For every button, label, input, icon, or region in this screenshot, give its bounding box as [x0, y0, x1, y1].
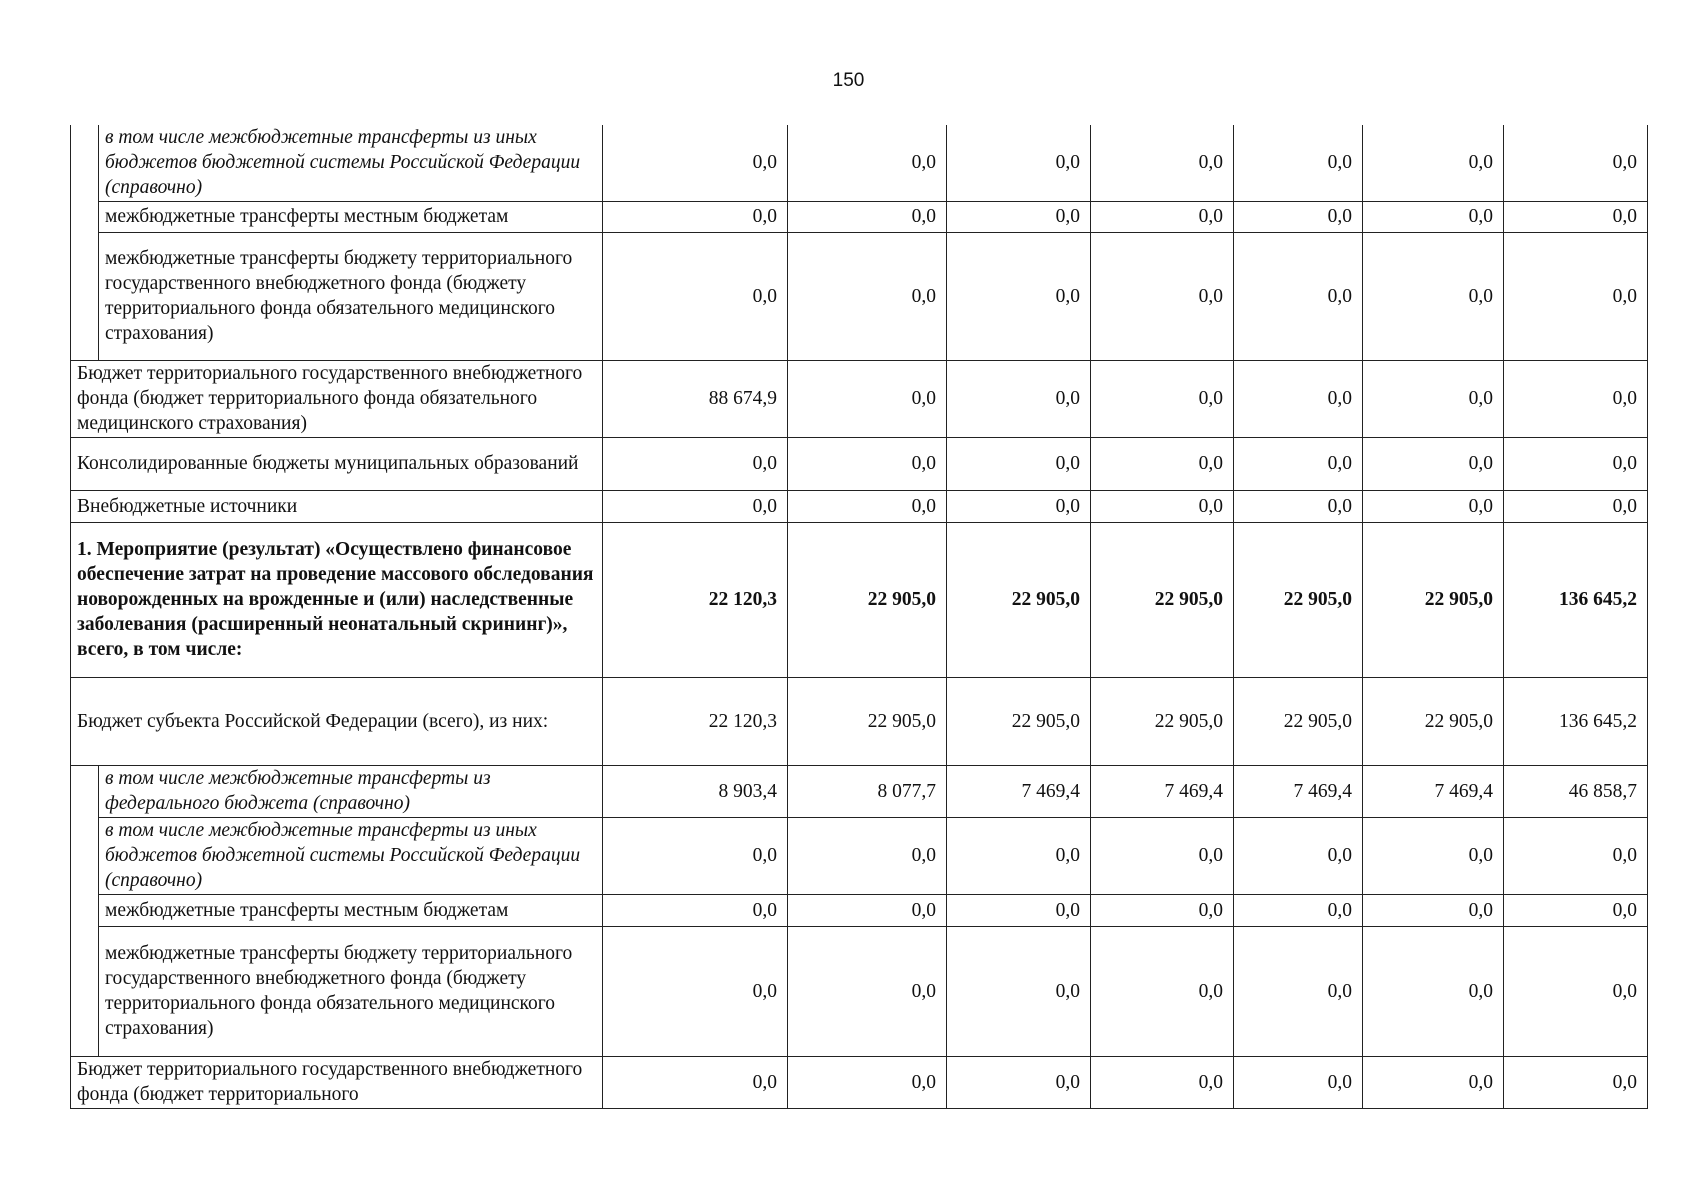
value-cell: 136 645,2	[1504, 522, 1648, 677]
value-cell: 22 905,0	[947, 677, 1091, 765]
table-row	[71, 522, 1648, 677]
value-cell: 0,0	[603, 490, 788, 522]
value-cell: 0,0	[1234, 232, 1363, 360]
indent-gutter	[71, 765, 99, 817]
value-cell: 0,0	[947, 360, 1091, 437]
value-cell: 0,0	[1234, 125, 1363, 201]
value-cell: 22 905,0	[947, 522, 1091, 677]
indent-gutter	[71, 232, 99, 360]
table-row	[71, 817, 1648, 894]
value-cell: 0,0	[1363, 894, 1504, 926]
row-label: межбюджетные трансферты местным бюджетам	[99, 201, 603, 232]
value-cell: 7 469,4	[1234, 765, 1363, 817]
value-cell: 0,0	[603, 201, 788, 232]
value-cell: 0,0	[1091, 1056, 1234, 1108]
value-cell: 0,0	[1091, 360, 1234, 437]
value-cell: 0,0	[1504, 360, 1648, 437]
value-cell: 0,0	[1363, 1056, 1504, 1108]
indent-gutter	[71, 894, 99, 926]
value-cell: 8 903,4	[603, 765, 788, 817]
value-cell: 0,0	[788, 1056, 947, 1108]
budget-table	[70, 125, 1648, 1109]
row-label: межбюджетные трансферты местным бюджетам	[99, 894, 603, 926]
value-cell: 0,0	[947, 125, 1091, 201]
indent-gutter	[71, 817, 99, 894]
value-cell: 0,0	[1504, 1056, 1648, 1108]
value-cell: 7 469,4	[947, 765, 1091, 817]
row-label: в том числе межбюджетные трансферты из иных бюджетов бюджетной системы Российской Федерации (справочно)	[99, 817, 603, 894]
row-label: Бюджет территориального государственного внебюджетного фонда (бюджет территориального фонда обязательного медицинского страхования)	[71, 360, 603, 437]
table-row	[71, 765, 1648, 817]
value-cell: 0,0	[1363, 232, 1504, 360]
row-label: в том числе межбюджетные трансферты из иных бюджетов бюджетной системы Российской Федерации (справочно)	[99, 125, 603, 201]
value-cell: 0,0	[947, 490, 1091, 522]
table-row	[71, 490, 1648, 522]
table-row	[71, 201, 1648, 232]
row-label: в том числе межбюджетные трансферты из федерального бюджета (справочно)	[99, 765, 603, 817]
value-cell: 22 905,0	[1091, 522, 1234, 677]
value-cell: 0,0	[1091, 125, 1234, 201]
value-cell: 0,0	[603, 125, 788, 201]
value-cell: 0,0	[1504, 894, 1648, 926]
value-cell: 22 905,0	[1363, 522, 1504, 677]
value-cell: 0,0	[603, 926, 788, 1056]
value-cell: 0,0	[1363, 437, 1504, 490]
value-cell: 0,0	[1363, 201, 1504, 232]
value-cell: 0,0	[947, 232, 1091, 360]
table-row	[71, 677, 1648, 765]
value-cell: 0,0	[1504, 490, 1648, 522]
table-row	[71, 125, 1648, 201]
value-cell: 0,0	[1091, 201, 1234, 232]
value-cell: 0,0	[788, 817, 947, 894]
value-cell: 0,0	[1504, 817, 1648, 894]
value-cell: 0,0	[603, 894, 788, 926]
value-cell: 0,0	[603, 1056, 788, 1108]
value-cell: 22 905,0	[1091, 677, 1234, 765]
value-cell: 0,0	[947, 817, 1091, 894]
value-cell: 0,0	[1234, 437, 1363, 490]
row-label: межбюджетные трансферты бюджету территориального государственного внебюджетного фонда (бюджету территориального фонда обязательного медицинского страхования)	[99, 232, 603, 360]
value-cell: 0,0	[947, 926, 1091, 1056]
value-cell: 0,0	[1504, 437, 1648, 490]
value-cell: 0,0	[1091, 817, 1234, 894]
indent-gutter	[71, 125, 99, 201]
value-cell: 0,0	[788, 926, 947, 1056]
value-cell: 0,0	[1091, 490, 1234, 522]
value-cell: 22 905,0	[788, 522, 947, 677]
value-cell: 22 905,0	[1234, 677, 1363, 765]
value-cell: 0,0	[947, 201, 1091, 232]
value-cell: 0,0	[947, 437, 1091, 490]
value-cell: 0,0	[1234, 490, 1363, 522]
value-cell: 0,0	[1234, 817, 1363, 894]
value-cell: 8 077,7	[788, 765, 947, 817]
value-cell: 0,0	[603, 817, 788, 894]
row-label: 1. Мероприятие (результат) «Осуществлено финансовое обеспечение затрат на проведение массового обследования новорожденных на врожденные и (или) наследственные заболевания (расширенный неонатальный скрининг)», всего, в том числе:	[71, 522, 603, 677]
value-cell: 0,0	[1504, 926, 1648, 1056]
value-cell: 0,0	[1091, 926, 1234, 1056]
value-cell: 22 120,3	[603, 522, 788, 677]
value-cell: 7 469,4	[1363, 765, 1504, 817]
value-cell: 0,0	[1363, 125, 1504, 201]
table-row	[71, 232, 1648, 360]
value-cell: 22 905,0	[1363, 677, 1504, 765]
value-cell: 0,0	[947, 894, 1091, 926]
value-cell: 0,0	[788, 232, 947, 360]
value-cell: 0,0	[788, 894, 947, 926]
value-cell: 0,0	[603, 232, 788, 360]
value-cell: 0,0	[1091, 894, 1234, 926]
row-label: Внебюджетные источники	[71, 490, 603, 522]
value-cell: 0,0	[1363, 490, 1504, 522]
value-cell: 0,0	[1504, 125, 1648, 201]
value-cell: 46 858,7	[1504, 765, 1648, 817]
value-cell: 0,0	[1091, 232, 1234, 360]
value-cell: 0,0	[788, 201, 947, 232]
row-label: Бюджет территориального государственного внебюджетного фонда (бюджет территориального	[71, 1056, 603, 1108]
indent-gutter	[71, 201, 99, 232]
value-cell: 0,0	[1504, 232, 1648, 360]
value-cell: 0,0	[1234, 894, 1363, 926]
value-cell: 0,0	[788, 490, 947, 522]
page-number: 150	[832, 70, 865, 91]
table-row	[71, 1056, 1648, 1108]
table-row	[71, 360, 1648, 437]
value-cell: 0,0	[603, 437, 788, 490]
value-cell: 22 905,0	[788, 677, 947, 765]
value-cell: 0,0	[1363, 360, 1504, 437]
value-cell: 0,0	[788, 125, 947, 201]
value-cell: 0,0	[1234, 360, 1363, 437]
value-cell: 7 469,4	[1091, 765, 1234, 817]
value-cell: 0,0	[1363, 926, 1504, 1056]
value-cell: 0,0	[788, 360, 947, 437]
value-cell: 0,0	[1504, 201, 1648, 232]
value-cell: 88 674,9	[603, 360, 788, 437]
value-cell: 0,0	[1234, 201, 1363, 232]
indent-gutter	[71, 926, 99, 1056]
row-label: межбюджетные трансферты бюджету территориального государственного внебюджетного фонда (бюджету территориального фонда обязательного медицинского страхования)	[99, 926, 603, 1056]
value-cell: 22 120,3	[603, 677, 788, 765]
row-label: Консолидированные бюджеты муниципальных образований	[71, 437, 603, 490]
row-label: Бюджет субъекта Российской Федерации (всего), из них:	[71, 677, 603, 765]
value-cell: 22 905,0	[1234, 522, 1363, 677]
value-cell: 0,0	[1091, 437, 1234, 490]
value-cell: 0,0	[947, 1056, 1091, 1108]
table-row	[71, 437, 1648, 490]
value-cell: 0,0	[1234, 1056, 1363, 1108]
value-cell: 0,0	[788, 437, 947, 490]
value-cell: 136 645,2	[1504, 677, 1648, 765]
value-cell: 0,0	[1234, 926, 1363, 1056]
table-row	[71, 894, 1648, 926]
table-row	[71, 926, 1648, 1056]
value-cell: 0,0	[1363, 817, 1504, 894]
